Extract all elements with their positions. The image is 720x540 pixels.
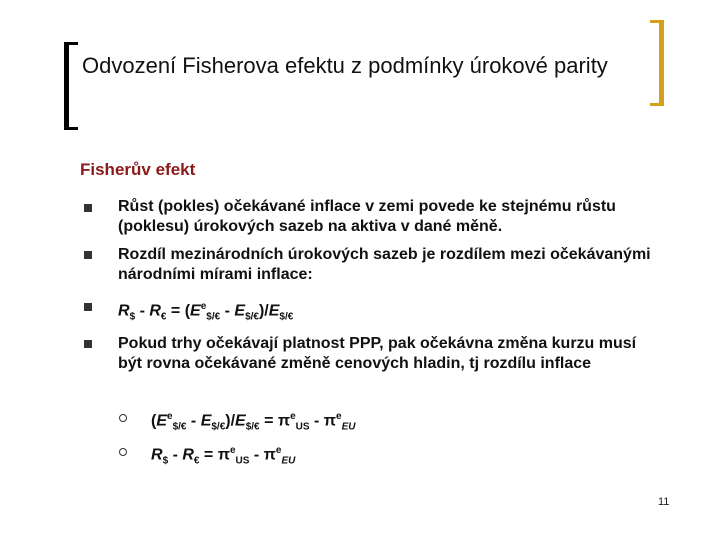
slide-subtitle: Fisherův efekt bbox=[80, 160, 196, 179]
bullet-marker bbox=[84, 251, 92, 259]
slide-title: Odvození Fisherova efektu z podmínky úrokové parity bbox=[82, 53, 608, 78]
bullet-marker bbox=[84, 303, 92, 311]
formula-interest-parity: $R_{\$} - R_€ = (E^e_{\$/€} - E_{\$/€})/E_{\$/€}$ bbox=[118, 301, 294, 323]
bullet-text-1: Růst (pokles) očekávané inflace v zemi povede ke stejnému růstu (poklesu) úrokových sazeb na aktiva v dané měně. bbox=[118, 198, 616, 235]
sub-bullet-marker bbox=[119, 448, 127, 456]
title-bracket-right bbox=[650, 20, 664, 106]
page-number: 11 bbox=[658, 496, 670, 508]
bullet-marker bbox=[84, 204, 92, 212]
formula-fisher-effect: $R_{\$} - R_€ = \pi^e_{US} - \pi^e_{EU}$ bbox=[151, 445, 296, 467]
bullet-text-2: Rozdíl mezinárodních úrokových sazeb je rozdílem mezi očekávanými národními mírami inflace: bbox=[118, 246, 651, 283]
bullet-marker bbox=[84, 340, 92, 348]
sub-bullet-marker bbox=[119, 414, 127, 422]
title-bracket-left bbox=[64, 42, 78, 130]
bullet-text-3: Pokud trhy očekávají platnost PPP, pak očekávna změna kurzu musí být rovna očekávané změně cenových hladin, tj rozdílu inflace bbox=[118, 335, 637, 372]
formula-exchange-rate-inflation: $(E^e_{\$/€} - E_{\$/€})/E_{\$/€} = \pi^e_{US} - \pi^e_{EU}$ bbox=[151, 411, 356, 433]
